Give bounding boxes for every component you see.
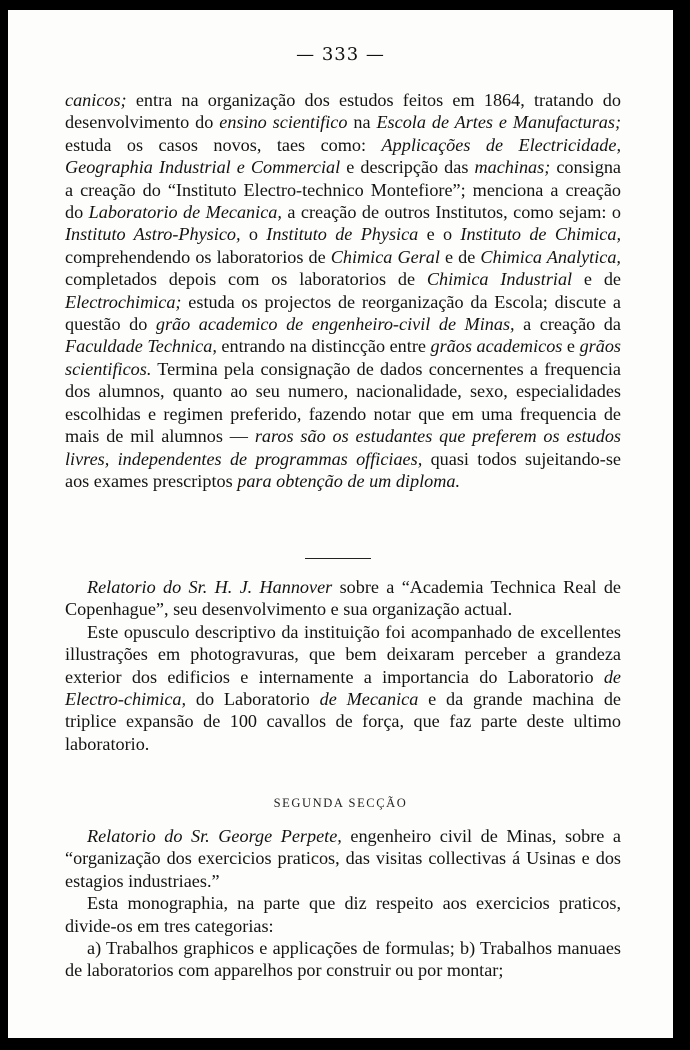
italic-span: grão academico de engenheiro-civil de Minas, [155,314,515,335]
section-divider [305,558,371,559]
italic-span: raros são os estudantes que preferem os estudos livres, independentes de programmas officiaes, [65,426,622,469]
text-span: a creação da [514,314,621,335]
text-span: a creação de outros Institutos, como sejam: o [281,202,622,223]
italic-span: machinas; [474,157,551,178]
italic-span: de Mecanica [319,689,419,710]
text-span: consigna a creação do “Instituto Electro-technico Montefiore”; menciona a creação do [65,157,621,223]
italic-span: Chimica Industrial [426,269,573,290]
body-text-top [65,89,621,492]
paragraph-continued [65,89,621,492]
italic-span: Instituto de Chimica, [460,224,621,245]
text-span: e de [439,246,481,267]
text-span: estuda os projectos de reorganização da Escola; discute a questão do [65,291,621,335]
italic-span: Escola de Artes e Manufacturas; [376,112,622,133]
italic-span: Chimica Geral [330,246,440,267]
text-span: estuda os casos novos, taes como: [65,134,382,155]
text-span: do Laboratorio [186,689,320,710]
report-hannover-paragraph [65,576,621,621]
text-span: engenheiro civil de Minas, sobre a “organização dos exercicios praticos, das visitas collectivas á Usinas e dos estagios industriaes.” [65,826,621,891]
text-span: completados depois com os laboratorios de [65,269,427,290]
text-span: quasi todos sujeitando-se aos exames prescriptos [65,448,621,491]
text-span: sobre a “Academia Technica Real de Copenhague”, seu desenvolvimento e sua organização actual. [65,577,621,620]
italic-span: canicos; [65,90,127,110]
italic-span: Electrochimica; [65,291,182,312]
italic-span: para obtenção de um diploma. [237,470,461,491]
report-perpete-paragraph [65,825,621,892]
body-text-middle [65,576,621,755]
text-span: Esta monographia, na parte que diz respeito aos exercicios praticos, divide-os em tres categorias: [65,893,621,936]
text-span: na [347,112,377,133]
italic-span: Relatorio do Sr. H. J. Hannover [87,577,333,597]
text-span: entrando na distincção entre [216,336,431,357]
italic-span: Instituto de Physica [266,224,419,245]
categories-paragraph [65,937,621,982]
italic-span: Laboratorio de Mecanica, [88,202,282,223]
italic-span: grãos academicos [430,336,563,357]
italic-span: Chimica Analytica, [480,246,621,267]
page-number: — 333 — [296,44,385,65]
italic-span: ensino scientifico [219,112,348,133]
text-span: e o [418,224,461,245]
book-page [8,10,673,1038]
italic-span: Relatorio do Sr. George Perpete, [87,826,342,846]
text-span: a) Trabalhos graphicos e applicações de formulas; b) Trabalhos manuaes de laboratorios com apparelhos por construir ou por montar; [65,938,621,981]
monographia-paragraph [65,892,621,937]
italic-span: Instituto Astro-Physico, [65,224,241,245]
text-span: Termina pela consignação de dados concernentes a frequencia dos alumnos, quanto ao seu numero, nacionalidade, sexo, especialidades escolhidas e regimen preferido, fazendo notar que em uma frequencia de mais de mil alumnos — [65,358,621,447]
italic-span: Applicações de Electricidade, Geographia Industrial e Commercial [65,134,621,178]
italic-span: Faculdade Technica, [65,336,217,357]
italic-span: de Electro-chimica, [65,666,621,710]
section-heading: SEGUNDA SECÇÃO [273,796,408,810]
opusculo-paragraph [65,621,621,755]
text-span: o [240,224,267,245]
text-span: Este opusculo descriptivo da instituição foi acompanhado de excellentes illustrações em photogravuras, que bem deixaram perceber a grandeza exterior dos edificios e internamente a importancia do Laboratorio [65,621,621,687]
text-span: e da grande machina de triplice expansão de 100 cavallos de força, que faz parte deste ultimo laboratorio. [65,689,621,754]
text-span: e descripção das [340,157,475,178]
italic-span: grãos scientificos. [65,336,621,379]
text-span: comprehendendo os laboratorios de [65,246,331,267]
text-span: entra na organização dos estudos feitos em 1864, tratando do desenvolvimento do [65,90,621,133]
text-span: e de [572,269,621,290]
text-span: e [562,336,580,357]
body-text-bottom [65,825,621,982]
